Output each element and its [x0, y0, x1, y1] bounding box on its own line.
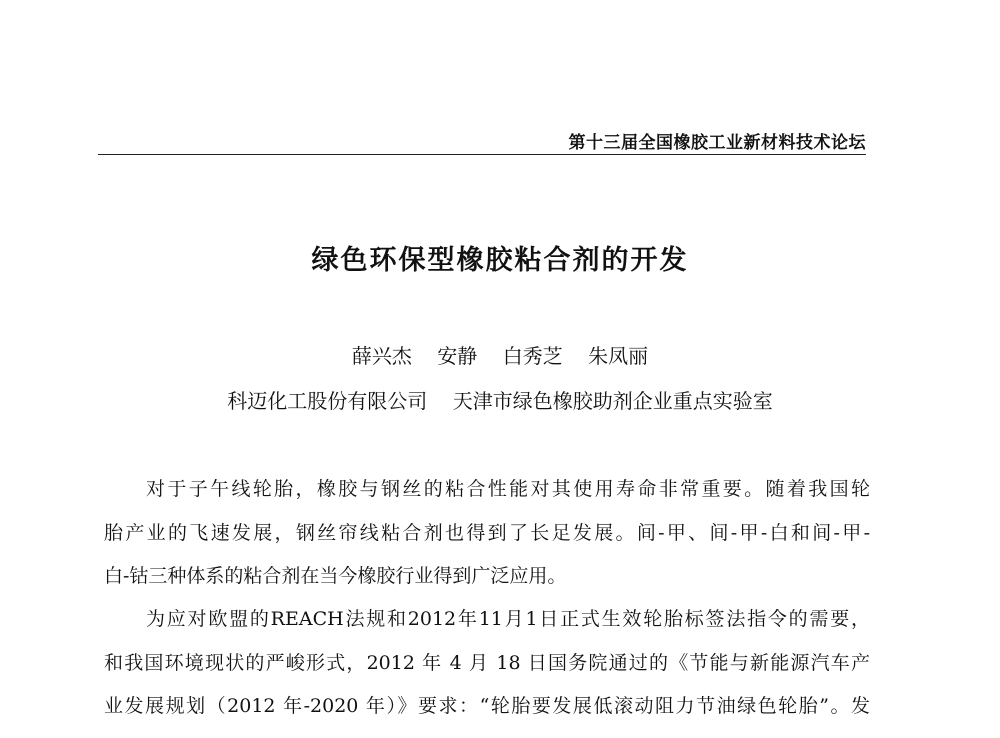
- running-header: 第十三届全国橡胶工业新材料技术论坛: [568, 133, 866, 153]
- header-rule: [98, 154, 866, 155]
- author-list: 薛兴杰 安静 白秀芝 朱凤丽: [351, 344, 649, 368]
- paper-title: 绿色环保型橡胶粘合剂的开发: [311, 245, 689, 276]
- paragraph-2-line-1: 为应对欧盟的REACH法规和2012年11月1日正式生效轮胎标签法指令的需要，: [146, 608, 870, 630]
- paragraph-1-line-3: 白-钴三种体系的粘合剂在当今橡胶行业得到广泛应用。: [104, 565, 567, 587]
- paragraph-1-line-2: 胎产业的飞速发展，钢丝帘线粘合剂也得到了长足发展。间-甲、间-甲-白和间-甲-: [104, 522, 870, 544]
- paragraph-1-line-1: 对于子午线轮胎，橡胶与钢丝的粘合性能对其使用寿命非常重要。随着我国轮: [146, 478, 870, 500]
- paragraph-2-line-2: 和我国环境现状的严峻形式，2012 年 4 月 18 日国务院通过的《节能与新能源汽车产: [104, 652, 870, 674]
- paragraph-2-line-3: 业发展规划（2012 年-2020 年）》要求：“轮胎要发展低滚动阻力节油绿色轮胎”。发: [104, 695, 870, 717]
- affiliation: 科迈化工股份有限公司 天津市绿色橡胶助剂企业重点实验室: [227, 389, 773, 413]
